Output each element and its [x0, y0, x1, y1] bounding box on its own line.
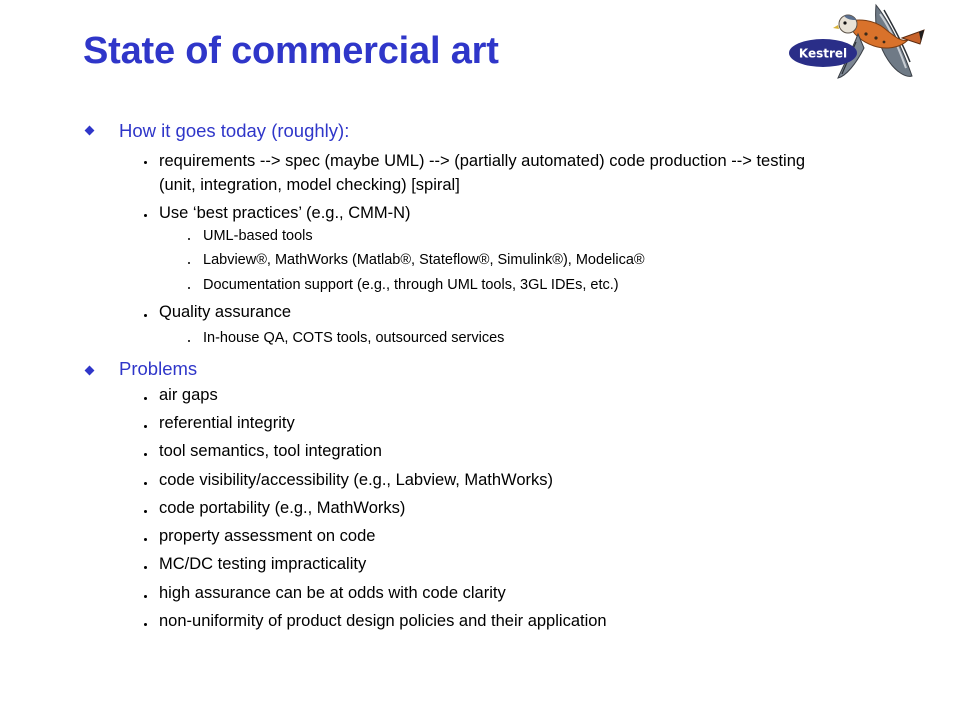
section-heading: Problems — [119, 358, 198, 379]
sub-list-item: UML-based tools — [203, 228, 313, 244]
list-item: air gaps — [159, 386, 218, 404]
section-bullet-icon — [85, 366, 95, 376]
bullet-icon — [144, 595, 147, 598]
bullet-icon — [144, 510, 147, 513]
bullet-icon — [144, 538, 147, 541]
bullet-icon — [144, 623, 147, 626]
sub-bullet-icon — [188, 262, 190, 264]
bullet-icon — [144, 397, 147, 400]
slide-title: State of commercial art — [83, 30, 499, 72]
sub-list-item: In-house QA, COTS tools, outsourced services — [203, 330, 505, 346]
list-item: MC/DC testing impracticality — [159, 555, 367, 573]
list-item: referential integrity — [159, 414, 295, 432]
list-item: high assurance can be at odds with code clarity — [159, 584, 506, 602]
sub-list-item: Labview®, MathWorks (Matlab®, Stateflow®, Simulink®), Modelica® — [203, 252, 645, 268]
bullet-icon — [144, 161, 147, 164]
list-item: code visibility/accessibility (e.g., Labview, MathWorks) — [159, 471, 554, 489]
bullet-icon — [144, 425, 147, 428]
list-item: code portability (e.g., MathWorks) — [159, 499, 406, 517]
bullet-icon — [144, 566, 147, 569]
list-item: non-uniformity of product design policies and their application — [159, 612, 607, 630]
list-item: requirements --> spec (maybe UML) --> (partially automated) code production --> testing (unit, integration, model checking) [spiral] — [159, 152, 806, 194]
logo-text: Kestrel — [798, 46, 848, 61]
sub-list-item: Documentation support (e.g., through UML tools, 3GL IDEs, etc.) — [203, 277, 619, 293]
list-item: property assessment on code — [159, 527, 376, 545]
list-item: Quality assurance — [159, 303, 292, 321]
list-item: tool semantics, tool integration — [159, 442, 382, 460]
sub-bullet-icon — [188, 340, 190, 342]
bullet-icon — [144, 214, 147, 217]
section-heading: How it goes today (roughly): — [119, 120, 350, 141]
section-bullet-icon — [85, 126, 95, 136]
bullet-icon — [144, 314, 147, 317]
bullet-icon — [144, 453, 147, 456]
bullet-icon — [144, 482, 147, 485]
sub-bullet-icon — [188, 238, 190, 240]
sub-bullet-icon — [188, 287, 190, 289]
list-item: Use ‘best practices’ (e.g., CMM-N) — [159, 204, 411, 222]
